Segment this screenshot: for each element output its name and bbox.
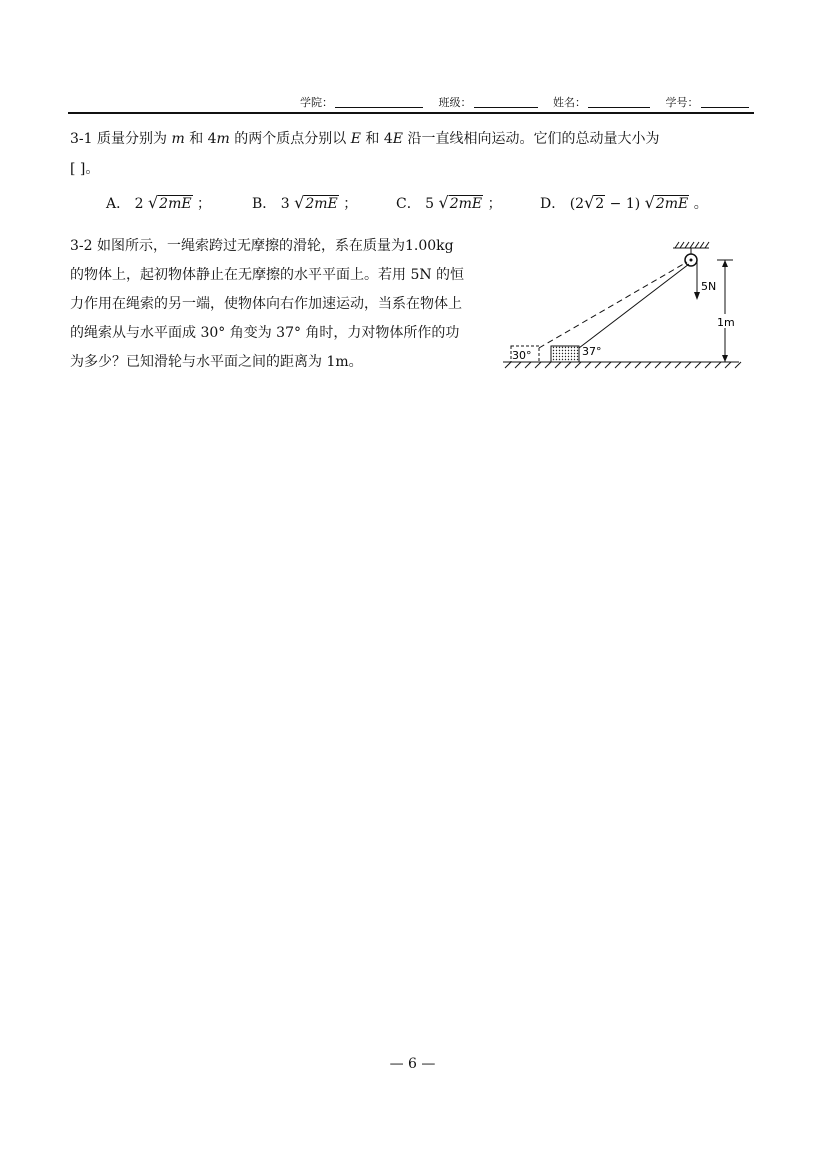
option-d: D． (2√2 − 1) √2mE 。 [540, 193, 708, 212]
class-field: 班级： [439, 96, 538, 109]
answer-bracket: [ ]。 [70, 161, 100, 177]
angle1-label: 30° [512, 349, 532, 362]
option-a: A． 2 √2mE ； [106, 193, 212, 212]
force-arrow-icon [694, 292, 700, 300]
name-field: 姓名： [553, 96, 650, 109]
question-3-1: 3-1 质量分别为 m 和 4m 的两个质点分别以 E 和 4E 沿一直线相向运动。它们的总动量大小为 [ ]。 [70, 131, 660, 177]
name-blank [588, 95, 650, 108]
block-final [551, 346, 579, 362]
student-info-header [300, 94, 761, 110]
ground-hatch [503, 362, 741, 368]
student-id-field: 学号： [666, 96, 749, 109]
student-id-blank [701, 95, 749, 108]
pulley-diagram [495, 238, 745, 378]
option-c: C． 5 √2mE ； [396, 193, 502, 212]
question-3-2: 3-2 如图所示，一绳索跨过无摩擦的滑轮，系在质量为1.00kg 的物体上，起初物体静止在无摩擦的水平平面上。若用 5N 的恒力作用在绳索的另一端，使物体向右作加速运动，当系在物体上的绳索从与水平面成 30° 角变为 37° 角时，力对物体所作的功为多少？已知滑轮与水平面之间的距离为 1m。 [70, 238, 465, 370]
header-rule [68, 112, 754, 114]
ceiling-hatch [673, 242, 709, 254]
class-blank [474, 95, 538, 108]
page-number: — 6 — [389, 1056, 436, 1072]
rope-initial [539, 262, 687, 348]
college-blank [335, 95, 423, 108]
rope-final [579, 264, 689, 348]
college-field: 学院： [300, 96, 423, 109]
angle2-label: 37° [582, 345, 602, 358]
force-label: 5N [701, 280, 717, 293]
height-label: 1m [717, 316, 735, 329]
option-b: B． 3 √2mE ； [252, 193, 358, 212]
